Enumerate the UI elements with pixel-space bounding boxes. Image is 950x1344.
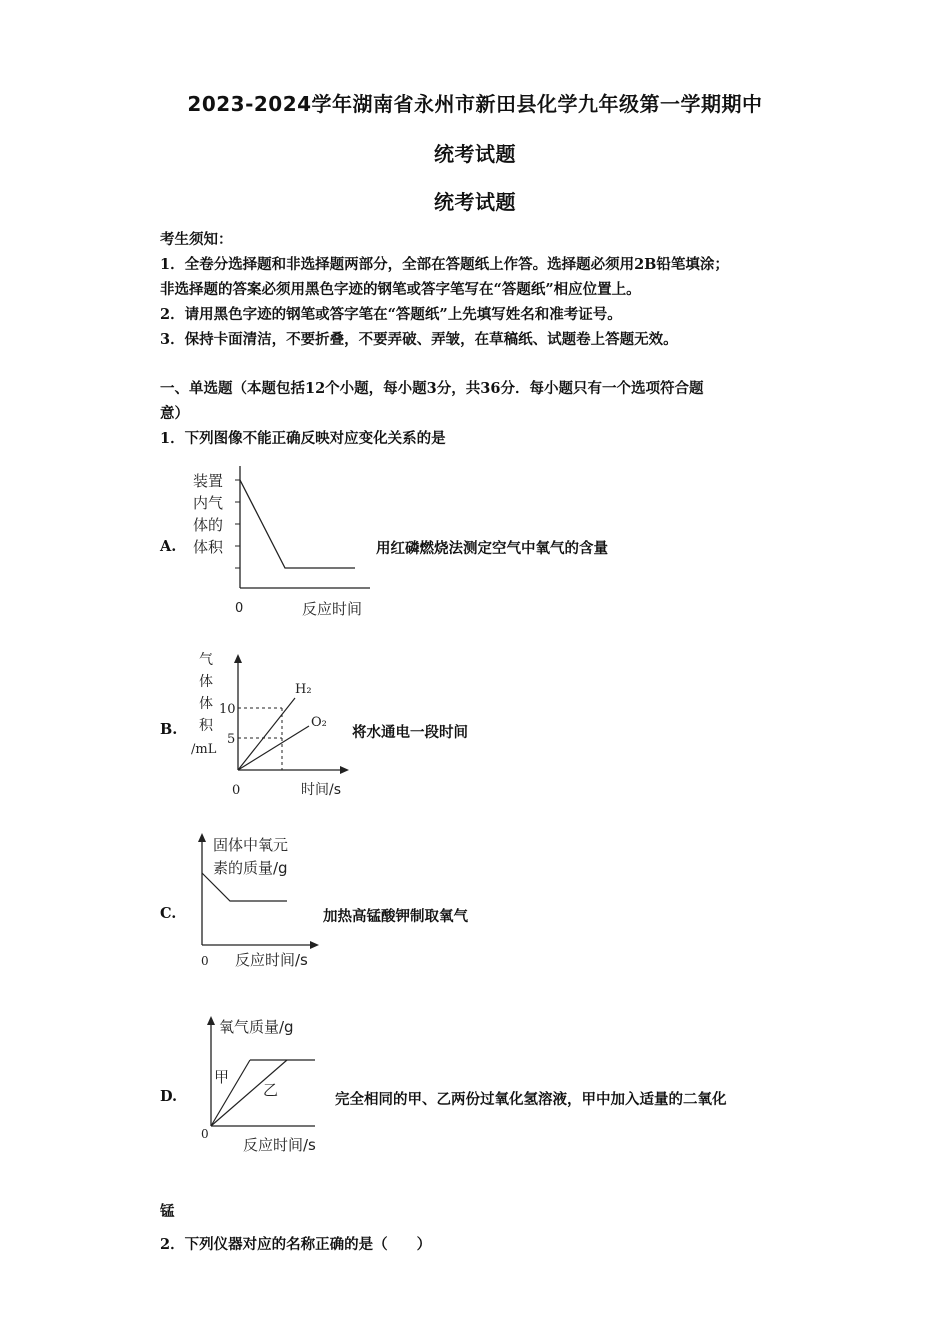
question-2-stem: 2．下列仪器对应的名称正确的是（ ） bbox=[160, 1236, 432, 1253]
page-title-line3: 统考试题 bbox=[434, 190, 516, 214]
section-heading-b: 意） bbox=[160, 405, 189, 422]
option-a-graph bbox=[185, 460, 380, 620]
option-d-yi-label: 乙 bbox=[263, 1081, 279, 1099]
option-d-xlabel: 反应时间/s bbox=[243, 1136, 316, 1154]
notice-item-1b: 非选择题的答案必须用黑色字迹的钢笔或答字笔写在“答题纸”相应位置上。 bbox=[160, 281, 641, 298]
option-c-ylabel-1: 固体中氧元 bbox=[213, 836, 289, 854]
option-a-ylabel-1: 装置 bbox=[193, 472, 224, 490]
section-heading-a: 一、单选题（本题包括12个小题，每小题3分，共36分．每小题只有一个选项符合题 bbox=[160, 380, 704, 397]
option-b-ylabel-unit: /mL bbox=[191, 742, 217, 757]
option-b-ylabel-1: 气 bbox=[199, 652, 213, 668]
option-b-h2-label: H₂ bbox=[295, 682, 312, 697]
option-b-desc: 将水通电一段时间 bbox=[352, 724, 468, 741]
question-1-stem: 1．下列图像不能正确反映对应变化关系的是 bbox=[160, 430, 446, 447]
option-a-desc: 用红磷燃烧法测定空气中氧气的含量 bbox=[376, 540, 608, 557]
option-b-tick-5: 5 bbox=[227, 732, 236, 747]
notice-item-1a: 1．全卷分选择题和非选择题两部分，全部在答题纸上作答。选择题必须用2B铅笔填涂； bbox=[160, 256, 729, 273]
page-title-line1: 2023-2024学年湖南省永州市新田县化学九年级第一学期期中 bbox=[187, 92, 763, 116]
option-c-origin: 0 bbox=[201, 954, 209, 968]
option-d-ylabel: 氧气质量/g bbox=[219, 1018, 294, 1036]
option-a-letter: A. bbox=[160, 538, 177, 555]
option-c-letter: C. bbox=[160, 905, 177, 922]
option-d-desc: 完全相同的甲、乙两份过氧化氢溶液，甲中加入适量的二氧化 bbox=[335, 1091, 727, 1108]
option-a-ylabel-2: 内气 bbox=[193, 494, 224, 512]
option-b-graph bbox=[185, 648, 360, 803]
option-a-xlabel: 反应时间 bbox=[302, 600, 363, 618]
option-c-xlabel: 反应时间/s bbox=[235, 951, 308, 969]
option-b-origin: 0 bbox=[232, 783, 241, 798]
option-d-graph bbox=[195, 1010, 330, 1160]
option-a-ylabel-4: 体积 bbox=[193, 538, 224, 556]
page-title-line2: 统考试题 bbox=[434, 142, 516, 166]
notice-item-2: 2．请用黑色字迹的钢笔或答字笔在“答题纸”上先填写姓名和准考证号。 bbox=[160, 306, 622, 323]
notice-heading: 考生须知： bbox=[160, 231, 233, 248]
option-b-tick-10: 10 bbox=[219, 702, 236, 717]
option-b-ylabel-4: 积 bbox=[199, 718, 213, 734]
option-b-ylabel-2: 体 bbox=[199, 674, 213, 690]
notice-item-3: 3．保持卡面清洁，不要折叠，不要弄破、弄皱，在草稿纸、试题卷上答题无效。 bbox=[160, 331, 678, 348]
option-b-xlabel: 时间/s bbox=[301, 782, 342, 798]
option-d-jia-label: 甲 bbox=[214, 1068, 230, 1086]
option-d-desc-continued: 锰 bbox=[160, 1203, 175, 1220]
option-b-letter: B. bbox=[160, 721, 178, 738]
option-c-graph bbox=[185, 825, 330, 975]
option-b-o2-label: O₂ bbox=[311, 715, 327, 730]
option-a-origin: 0 bbox=[235, 601, 244, 616]
option-c-desc: 加热高锰酸钾制取氧气 bbox=[323, 908, 468, 925]
option-b-ylabel-3: 体 bbox=[199, 696, 213, 712]
option-a-ylabel-3: 体的 bbox=[193, 516, 224, 534]
option-d-letter: D. bbox=[160, 1088, 178, 1105]
option-d-origin: 0 bbox=[201, 1127, 209, 1141]
option-c-ylabel-2: 素的质量/g bbox=[213, 859, 288, 877]
